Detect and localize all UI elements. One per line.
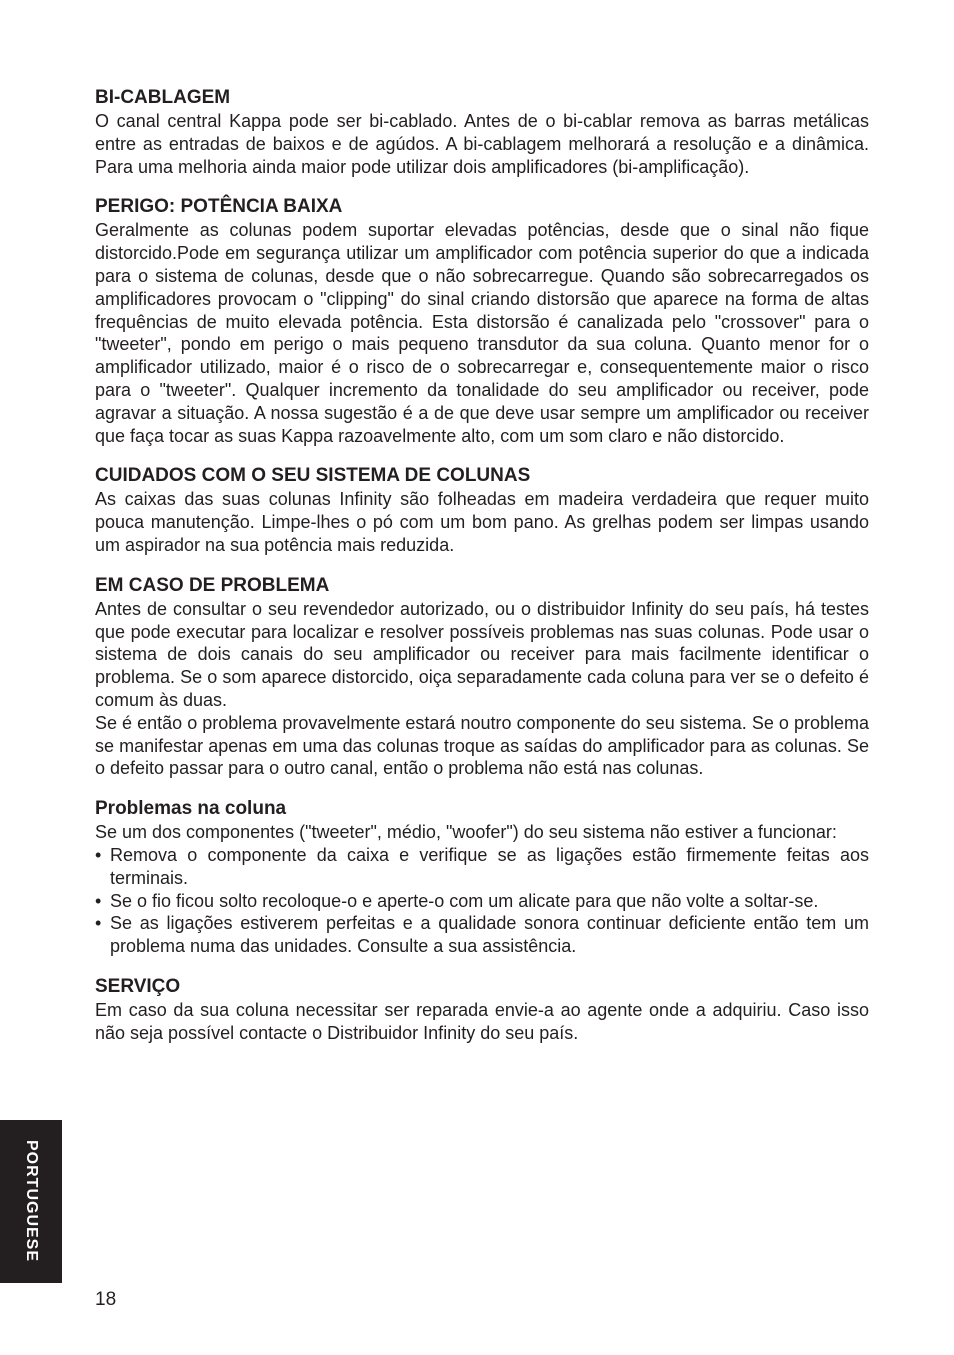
list-item (95, 890, 869, 913)
bullet-icon: • (95, 890, 102, 911)
list-item (95, 912, 869, 958)
document-body (95, 85, 869, 1061)
section-heading: SERVIÇO (95, 975, 181, 997)
section-perigo-potencia-baixa (95, 194, 869, 447)
section-paragraph: Se é então o problema provavelmente estará noutro componente do seu sistema. Se o problema se manifestar apenas em uma das colunas troque as saídas do amplificador para as colunas. Se o defeito passar para o outro canal, então o problema não está nas colunas. (95, 712, 869, 779)
language-label: PORTUGUESE (23, 1139, 40, 1263)
section-paragraph: As caixas das suas colunas Infinity são folheadas em madeira verdadeira que requer muito pouca manutenção. Limpe-lhes o pó com um bom pano. As grelhas podem ser limpas usando um aspirador na sua potência mais reduzida. (95, 489, 869, 555)
section-heading: EM CASO DE PROBLEMA (95, 574, 330, 596)
language-side-tab (0, 1120, 62, 1283)
list-item-text: Se o fio ficou solto recoloque-o e aperte-o com um alicate para que não volte a soltar-se. (110, 890, 819, 911)
bullet-icon: • (95, 844, 102, 865)
section-paragraph: Geralmente as colunas podem suportar elevadas potências, desde que o sinal não fique distorcido.Pode em segurança utilizar um amplificador com potência superior do que a indicada para o sistema de colunas, desde que o não sobrecarregue. Quando são sobrecarregados os amplificadores provocam o "clipping" do sinal criando distorsão que aparece na forma de altas frequências de muito elevada potência. Esta distorsão é canalizada pelo "crossover" para o "tweeter", pondo em perigo o mais pequeno transdutor da sua coluna. Quanto menor for o amplificador utilizado, maior é o risco de o sobrecarregar e, consequentemente maior o risco para o "tweeter". Qualquer incremento da tonalidade do seu amplificador ou receiver, pode agravar a situação. A nossa sugestão é a de que deve usar sempre um amplificador ou receiver que faça tocar as suas Kappa razoavelmente alto, com um som claro e não distorcido. (95, 220, 869, 446)
section-bi-cablagem (95, 85, 869, 178)
list-item (95, 844, 869, 890)
section-heading: PERIGO: POTÊNCIA BAIXA (95, 196, 343, 218)
section-em-caso-de-problema (95, 573, 869, 780)
list-item-text: Remova o componente da caixa e verifique se as ligações estão firmemente feitas aos terminais. (110, 844, 869, 888)
bullet-list (95, 844, 869, 958)
list-item-text: Se as ligações estiverem perfeitas e a qualidade sonora continuar deficiente então tem um problema numa das unidades. Consulte a sua assistência. (110, 913, 869, 957)
section-problemas-na-coluna (95, 796, 869, 958)
section-paragraph: Em caso da sua coluna necessitar ser reparada envie-a ao agente onde a adquiriu. Caso isso não seja possível contacte o Distribuidor Infinity do seu país. (95, 999, 869, 1043)
section-paragraph: Antes de consultar o seu revendedor autorizado, ou o distribuidor Infinity do seu país, há testes que pode executar para localizar e resolver possíveis problemas nas suas colunas. Pode usar o sistema de dois canais do seu amplificador ou receiver para mais facilmente identificar o problema. Se o som aparece distorcido, oiça separadamente cada coluna para ver se o defeito é comum às duas. (95, 598, 869, 710)
bullet-icon: • (95, 913, 102, 934)
subsection-intro: Se um dos componentes ("tweeter", médio, "woofer") do seu sistema não estiver a funcionar: (95, 822, 837, 843)
subsection-heading: Problemas na coluna (95, 798, 287, 820)
section-paragraph: O canal central Kappa pode ser bi-cablado. Antes de o bi-cablar remova as barras metálicas entre as entradas de baixos e de agúdos. A bi-cablagem melhorará a resolução e a dinâmica. Para uma melhoria ainda maior pode utilizar dois amplificadores (bi-amplificação). (95, 111, 869, 177)
section-heading: CUIDADOS COM O SEU SISTEMA DE COLUNAS (95, 465, 531, 487)
page-number: 18 (95, 1289, 117, 1310)
section-cuidados (95, 463, 869, 556)
section-servico (95, 974, 869, 1045)
section-heading: BI-CABLAGEM (95, 87, 231, 108)
